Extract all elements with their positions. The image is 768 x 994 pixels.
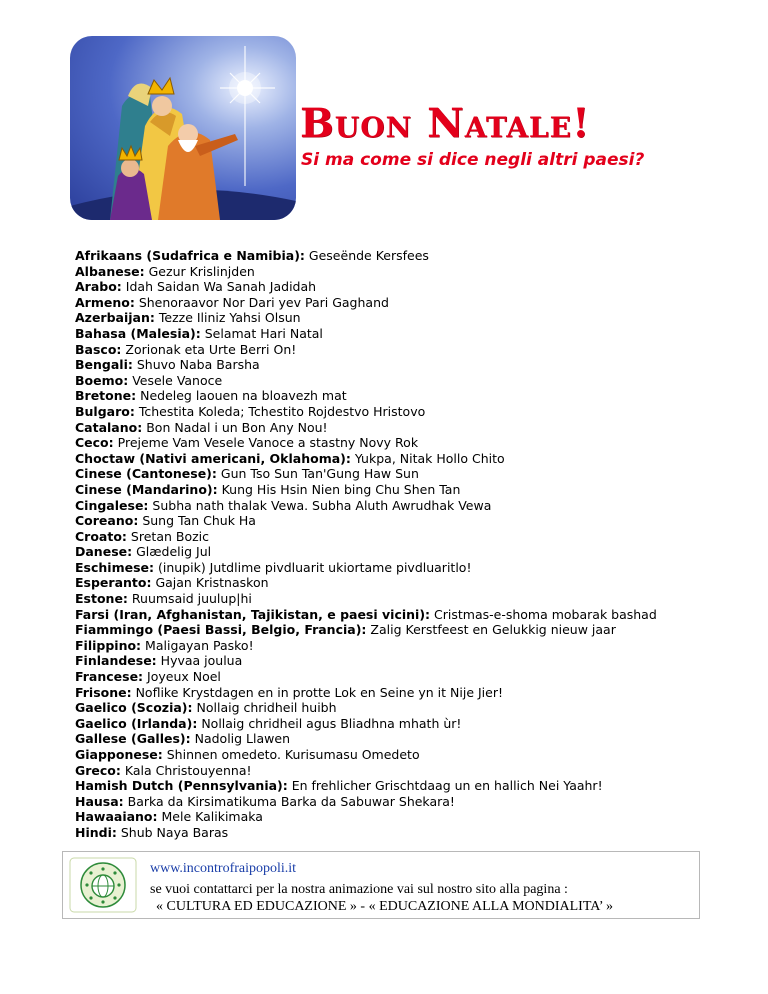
greeting-language: Cinese (Mandarino): [75, 481, 218, 497]
greeting-language: Bahasa (Malesia): [75, 325, 201, 341]
greeting-text: Nollaig chridheil agus Bliadhna mhath ùr! [201, 715, 462, 731]
greeting-language: Cinese (Cantonese): [75, 466, 217, 482]
greeting-text: Noflike Krystdagen en in protte Lok en Seine yn it Nije Jier! [135, 684, 503, 700]
greeting-row [75, 716, 745, 732]
greeting-row [75, 482, 745, 498]
greeting-language: Afrikaans (Sudafrica e Namibia): [75, 248, 305, 263]
greeting-row [75, 326, 745, 342]
page-subtitle: Si ma come si dice negli altri paesi? [301, 150, 645, 170]
footer-line-1: se vuoi contattarci per la nostra animazione vai sul nostro sito alla pagina : [150, 882, 568, 897]
greeting-text: Shinnen omedeto. Kurisumasu Omedeto [166, 747, 420, 762]
greetings-list [75, 248, 745, 841]
greeting-row [75, 778, 745, 794]
greeting-row [75, 498, 745, 514]
greeting-language: Giapponese: [75, 747, 163, 762]
greeting-text: Nollaig chridheil huibh [196, 700, 337, 716]
greeting-row [75, 435, 745, 451]
greeting-text: Shuvo Naba Barsha [136, 357, 260, 373]
greeting-row [75, 575, 745, 591]
greeting-text: Ruumsaid juulup|hi [131, 591, 252, 607]
footer-box [62, 851, 700, 919]
greeting-language: Hausa: [75, 793, 124, 809]
greeting-language: Bretone: [75, 388, 137, 404]
greeting-language: Hindi: [75, 824, 117, 840]
header-illustration [70, 36, 296, 220]
greeting-row [75, 342, 745, 358]
greeting-text: Glædelig Jul [136, 544, 212, 560]
greeting-text: Yukpa, Nitak Hollo Chito [354, 450, 505, 466]
greeting-row [75, 466, 745, 482]
greeting-row [75, 373, 745, 389]
greeting-language: Gaelico (Scozia): [75, 700, 193, 716]
greeting-row [75, 607, 745, 623]
greeting-row [75, 700, 745, 716]
greeting-language: Francese: [75, 669, 144, 685]
greeting-row [75, 731, 745, 747]
greeting-language: Finlandese: [75, 653, 157, 669]
greeting-language: Azerbaijan: [75, 310, 155, 326]
greeting-language: Hamish Dutch (Pennsylvania): [75, 778, 288, 794]
greeting-text: Gezur Krislinjden [148, 263, 255, 279]
greeting-row [75, 747, 745, 763]
greeting-text: Geseënde Kersfees [308, 248, 429, 263]
greeting-language: Esperanto: [75, 575, 152, 591]
greeting-row [75, 310, 745, 326]
greeting-row [75, 825, 745, 841]
greeting-language: Gallese (Galles): [75, 731, 191, 747]
greeting-text: Tezze Iliniz Yahsi Olsun [158, 310, 301, 326]
greeting-text: Sretan Bozic [130, 528, 209, 544]
greeting-language: Bengali: [75, 357, 133, 373]
page-title: Buon Natale! [300, 100, 591, 147]
greeting-text: Vesele Vanoce [132, 372, 223, 388]
greeting-text: Hyvaa joulua [160, 653, 243, 669]
greeting-row [75, 685, 745, 701]
greeting-text: Tchestita Koleda; Tchestito Rojdestvo Hristovo [138, 403, 426, 419]
footer-line-2: « CULTURA ED EDUCAZIONE » - « EDUCAZIONE ALLA MONDIALITA’ » [156, 899, 613, 914]
greeting-text: Cristmas-e-shoma mobarak bashad [434, 606, 657, 622]
greeting-language: Gaelico (Irlanda): [75, 715, 198, 731]
greeting-row [75, 763, 745, 779]
greeting-text: Bon Nadal i un Bon Any Nou! [146, 419, 328, 435]
greeting-language: Filippino: [75, 637, 142, 653]
greeting-row [75, 638, 745, 654]
greeting-text: Gajan Kristnaskon [155, 575, 269, 591]
greeting-row [75, 653, 745, 669]
greeting-row [75, 264, 745, 280]
greeting-text: Kala Christouyenna! [124, 762, 252, 778]
greeting-language: Estone: [75, 591, 128, 607]
greeting-language: Cingalese: [75, 497, 149, 513]
greeting-language: Danese: [75, 544, 133, 560]
greeting-text: Nedeleg laouen na bloavezh mat [140, 388, 347, 404]
greeting-text: Zorionak eta Urte Berri On! [125, 341, 297, 357]
greeting-language: Greco: [75, 762, 121, 778]
greeting-language: Frisone: [75, 684, 132, 700]
greeting-language: Eschimese: [75, 559, 154, 575]
three-wise-men-star-icon [70, 36, 296, 220]
greeting-row [75, 248, 745, 264]
greeting-text: Subha nath thalak Vewa. Subha Aluth Awrudhak Vewa [152, 497, 492, 513]
greeting-text: Prejeme Vam Vesele Vanoce a stastny Novy Rok [117, 435, 419, 451]
greeting-language: Farsi (Iran, Afghanistan, Tajikistan, e paesi vicini): [75, 606, 431, 622]
greeting-text: Gun Tso Sun Tan'Gung Haw Sun [220, 466, 419, 482]
greeting-text: Mele Kalikimaka [161, 809, 263, 825]
greeting-row [75, 357, 745, 373]
greeting-text: Nadolig Llawen [194, 731, 290, 747]
greeting-row [75, 420, 745, 436]
greeting-row [75, 529, 745, 545]
greeting-row [75, 279, 745, 295]
greeting-row [75, 404, 745, 420]
greeting-language: Armeno: [75, 294, 135, 310]
greeting-language: Ceco: [75, 435, 114, 451]
greeting-language: Bulgaro: [75, 403, 135, 419]
greeting-language: Basco: [75, 341, 122, 357]
greeting-row [75, 451, 745, 467]
greeting-row [75, 809, 745, 825]
website-link[interactable]: www.incontrofraipopoli.it [150, 861, 297, 876]
greeting-text: (inupik) Jutdlime pivdluarit ukiortame pivdluaritlo! [157, 559, 472, 575]
greeting-row [75, 513, 745, 529]
greeting-text: Maligayan Pasko! [145, 637, 254, 653]
greeting-language: Coreano: [75, 513, 139, 529]
greeting-text: Shub Naya Baras [120, 824, 229, 840]
greeting-text: Shenoraavor Nor Dari yev Pari Gaghand [138, 294, 389, 310]
greeting-text: Zalig Kerstfeest en Gelukkig nieuw jaar [370, 622, 616, 638]
greeting-language: Fiammingo (Paesi Bassi, Belgio, Francia): [75, 622, 367, 638]
greeting-text: Barka da Kirsimatikuma Barka da Sabuwar Shekara! [127, 793, 455, 809]
greeting-row [75, 544, 745, 560]
globe-logo-icon [69, 857, 137, 913]
greeting-language: Croato: [75, 528, 127, 544]
greeting-row [75, 591, 745, 607]
greeting-row [75, 388, 745, 404]
greeting-text: Joyeux Noel [147, 669, 221, 685]
greeting-language: Hawaaiano: [75, 809, 158, 825]
greeting-language: Albanese: [75, 263, 145, 279]
greeting-text: Sung Tan Chuk Ha [142, 513, 256, 529]
greeting-text: Idah Saidan Wa Sanah Jadidah [125, 279, 317, 295]
greeting-language: Arabo: [75, 279, 122, 295]
greeting-text: Selamat Hari Natal [204, 325, 323, 341]
greeting-text: Kung His Hsin Nien bing Chu Shen Tan [221, 481, 461, 497]
greeting-language: Boemo: [75, 372, 129, 388]
greeting-text: En frehlicher Grischtdaag un en hallich Nei Yaahr! [291, 778, 603, 794]
greeting-row [75, 669, 745, 685]
greeting-language: Catalano: [75, 419, 143, 435]
greeting-row [75, 794, 745, 810]
greeting-language: Choctaw (Nativi americani, Oklahoma): [75, 450, 351, 466]
greeting-row [75, 560, 745, 576]
greeting-row [75, 295, 745, 311]
greeting-row [75, 622, 745, 638]
